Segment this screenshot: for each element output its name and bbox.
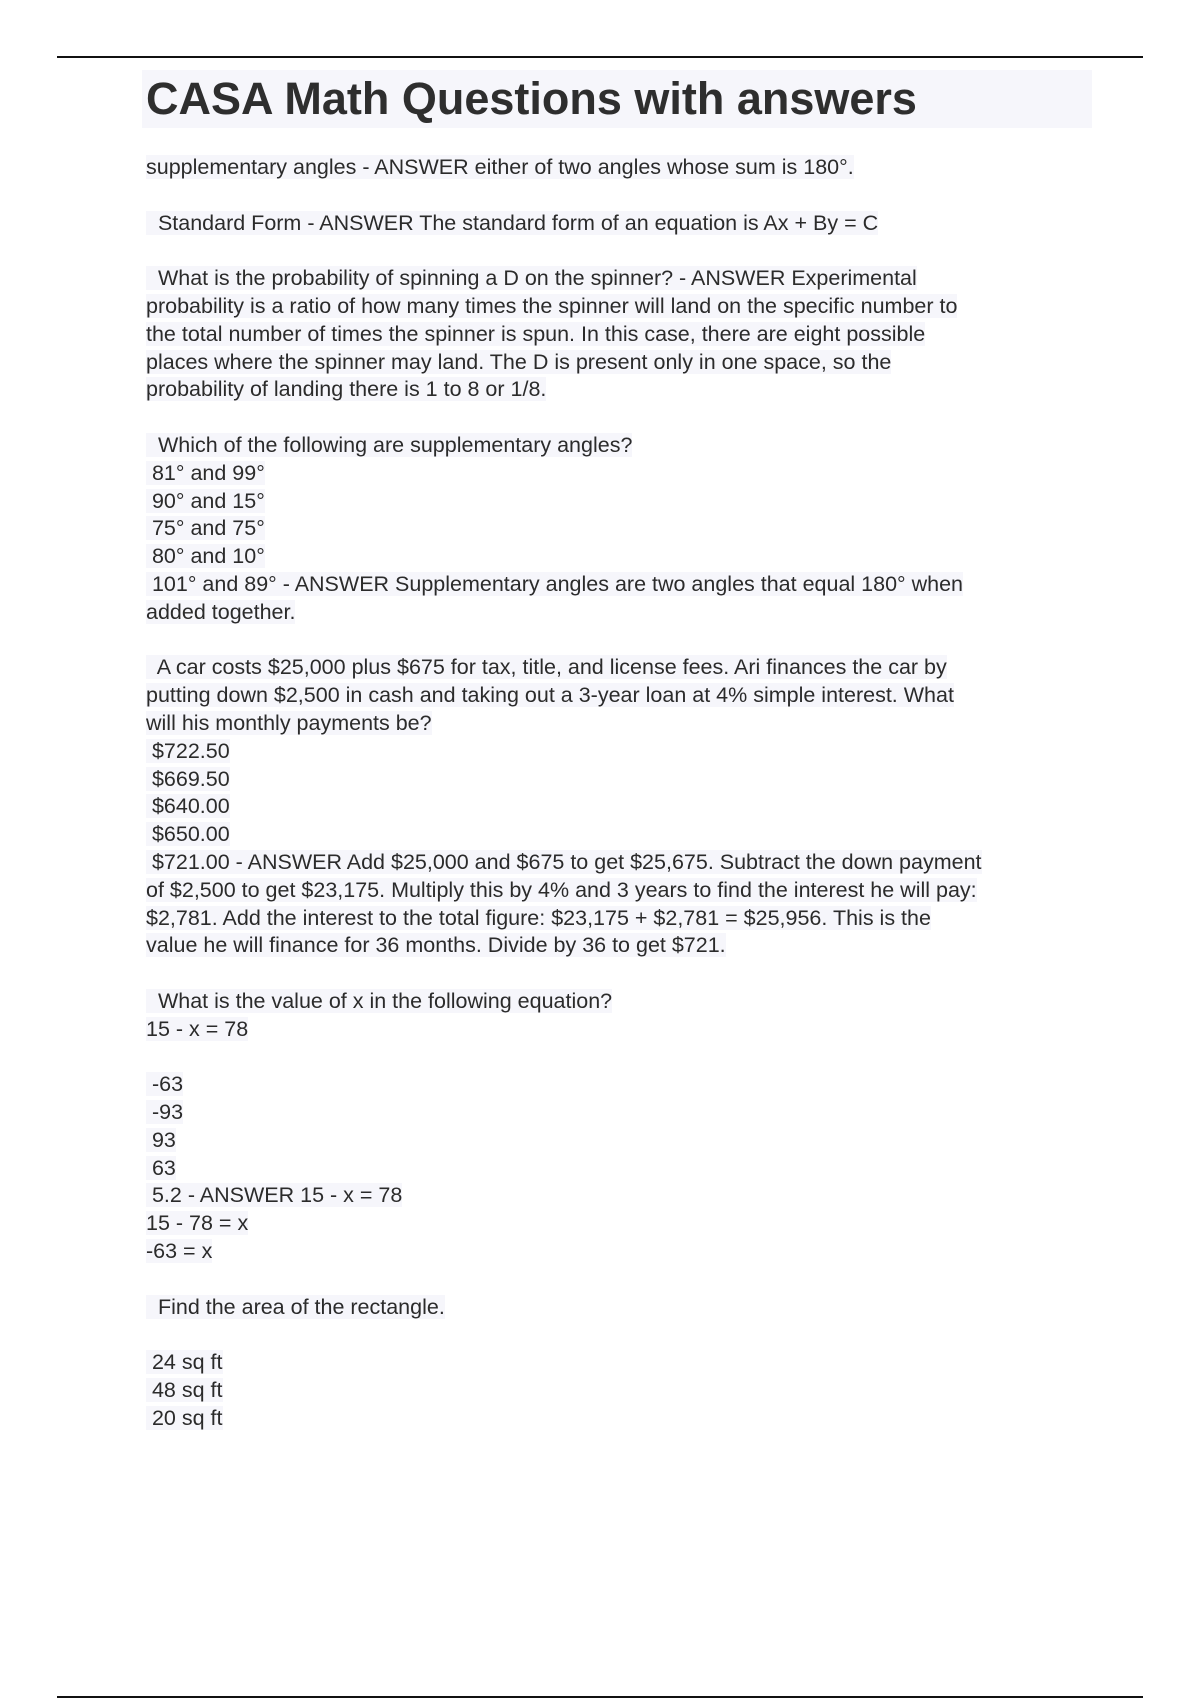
- text-line: [146, 1294, 1096, 1322]
- text-line: [146, 543, 1096, 571]
- line-text: 20 sq ft: [146, 1405, 223, 1430]
- line-text: What is the probability of spinning a D on the spinner? - ANSWER Experimental: [146, 266, 917, 291]
- page-title: CASA Math Questions with answers: [146, 73, 917, 124]
- line-text: 93: [146, 1127, 176, 1152]
- text-line: [146, 849, 1096, 877]
- text-line: [146, 654, 1096, 682]
- bottom-rule: [57, 1696, 1143, 1698]
- line-text: 5.2 - ANSWER 15 - x = 78: [146, 1183, 403, 1208]
- text-line: [146, 1099, 1096, 1127]
- text-line: [146, 599, 1096, 627]
- text-line: [146, 376, 1096, 404]
- line-text: will his monthly payments be?: [146, 710, 432, 735]
- line-text: -93: [146, 1100, 184, 1125]
- line-text: the total number of times the spinner is spun. In this case, there are eight possible: [146, 321, 926, 346]
- text-line: [146, 321, 1096, 349]
- line-text: 63: [146, 1155, 176, 1180]
- line-text: 75° and 75°: [146, 516, 265, 541]
- line-text: probability is a ratio of how many times the spinner will land on the specific number to: [146, 293, 958, 318]
- line-text: $722.50: [146, 738, 230, 763]
- line-text: Which of the following are supplementary angles?: [146, 432, 633, 457]
- text-line: [146, 1210, 1096, 1238]
- line-text: Standard Form - ANSWER The standard form of an equation is Ax + By = C: [146, 210, 879, 235]
- line-text: $669.50: [146, 766, 230, 791]
- qa-block: [146, 210, 1096, 238]
- text-line: [146, 1182, 1096, 1210]
- qa-block: [146, 432, 1096, 627]
- text-line: [146, 293, 1096, 321]
- text-line: [146, 515, 1096, 543]
- line-text: of $2,500 to get $23,175. Multiply this by 4% and 3 years to find the interest he will pay:: [146, 877, 977, 902]
- qa-block: [146, 154, 1096, 182]
- line-text: $2,781. Add the interest to the total figure: $23,175 + $2,781 = $25,956. This is the: [146, 905, 931, 930]
- line-text: 15 - 78 = x: [146, 1211, 249, 1236]
- line-text: 80° and 10°: [146, 544, 265, 569]
- text-line: [146, 932, 1096, 960]
- text-line: [146, 1377, 1096, 1405]
- text-line: [146, 738, 1096, 766]
- text-line: [146, 1238, 1096, 1266]
- text-line: [146, 1127, 1096, 1155]
- line-text: $640.00: [146, 794, 230, 819]
- qa-block: [146, 988, 1096, 1266]
- text-line: [146, 154, 1096, 182]
- line-text: 81° and 99°: [146, 460, 265, 485]
- text-line: [146, 1349, 1096, 1377]
- text-line: [146, 710, 1096, 738]
- line-text: supplementary angles - ANSWER either of two angles whose sum is 180°.: [146, 155, 854, 179]
- text-line: [146, 682, 1096, 710]
- text-line: [146, 877, 1096, 905]
- text-line: [146, 766, 1096, 794]
- qa-block: [146, 654, 1096, 960]
- line-text: A car costs $25,000 plus $675 for tax, title, and license fees. Ari finances the car by: [146, 655, 947, 680]
- text-line: [146, 571, 1096, 599]
- text-line: [146, 821, 1096, 849]
- line-text: value he will finance for 36 months. Divide by 36 to get $721.: [146, 933, 726, 958]
- line-text: 90° and 15°: [146, 488, 265, 513]
- line-text: probability of landing there is 1 to 8 or 1/8.: [146, 377, 547, 402]
- text-line: [146, 988, 1096, 1016]
- line-text: -63: [146, 1072, 184, 1097]
- qa-block: [146, 265, 1096, 404]
- text-line: [146, 265, 1096, 293]
- line-text: $650.00: [146, 822, 230, 847]
- text-line: [146, 793, 1096, 821]
- line-text: putting down $2,500 in cash and taking out a 3-year loan at 4% simple interest. What: [146, 683, 954, 708]
- text-line: [146, 1044, 1096, 1072]
- text-line: [146, 1016, 1096, 1044]
- text-line: [146, 905, 1096, 933]
- line-text: 24 sq ft: [146, 1350, 223, 1375]
- text-line: [146, 349, 1096, 377]
- text-line: [146, 210, 1096, 238]
- top-rule: [57, 56, 1143, 58]
- line-text: $721.00 - ANSWER Add $25,000 and $675 to get $25,675. Subtract the down payment: [146, 849, 982, 874]
- line-text: -63 = x: [146, 1239, 213, 1264]
- text-line: [146, 460, 1096, 488]
- text-line: [146, 432, 1096, 460]
- text-line: [146, 488, 1096, 516]
- line-text: Find the area of the rectangle.: [146, 1294, 445, 1319]
- text-line: [146, 1155, 1096, 1183]
- text-line: [146, 1321, 1096, 1349]
- line-text: added together.: [146, 599, 296, 624]
- line-text: 15 - x = 78: [146, 1016, 249, 1041]
- text-line: [146, 1405, 1096, 1433]
- line-text: 48 sq ft: [146, 1378, 223, 1403]
- line-text: What is the value of x in the following equation?: [146, 988, 613, 1013]
- line-text: 101° and 89° - ANSWER Supplementary angles are two angles that equal 180° when: [146, 571, 964, 596]
- qa-block: [146, 1294, 1096, 1433]
- document-body: [146, 154, 1096, 1460]
- text-line: [146, 1071, 1096, 1099]
- line-text: places where the spinner may land. The D is present only in one space, so the: [146, 349, 892, 374]
